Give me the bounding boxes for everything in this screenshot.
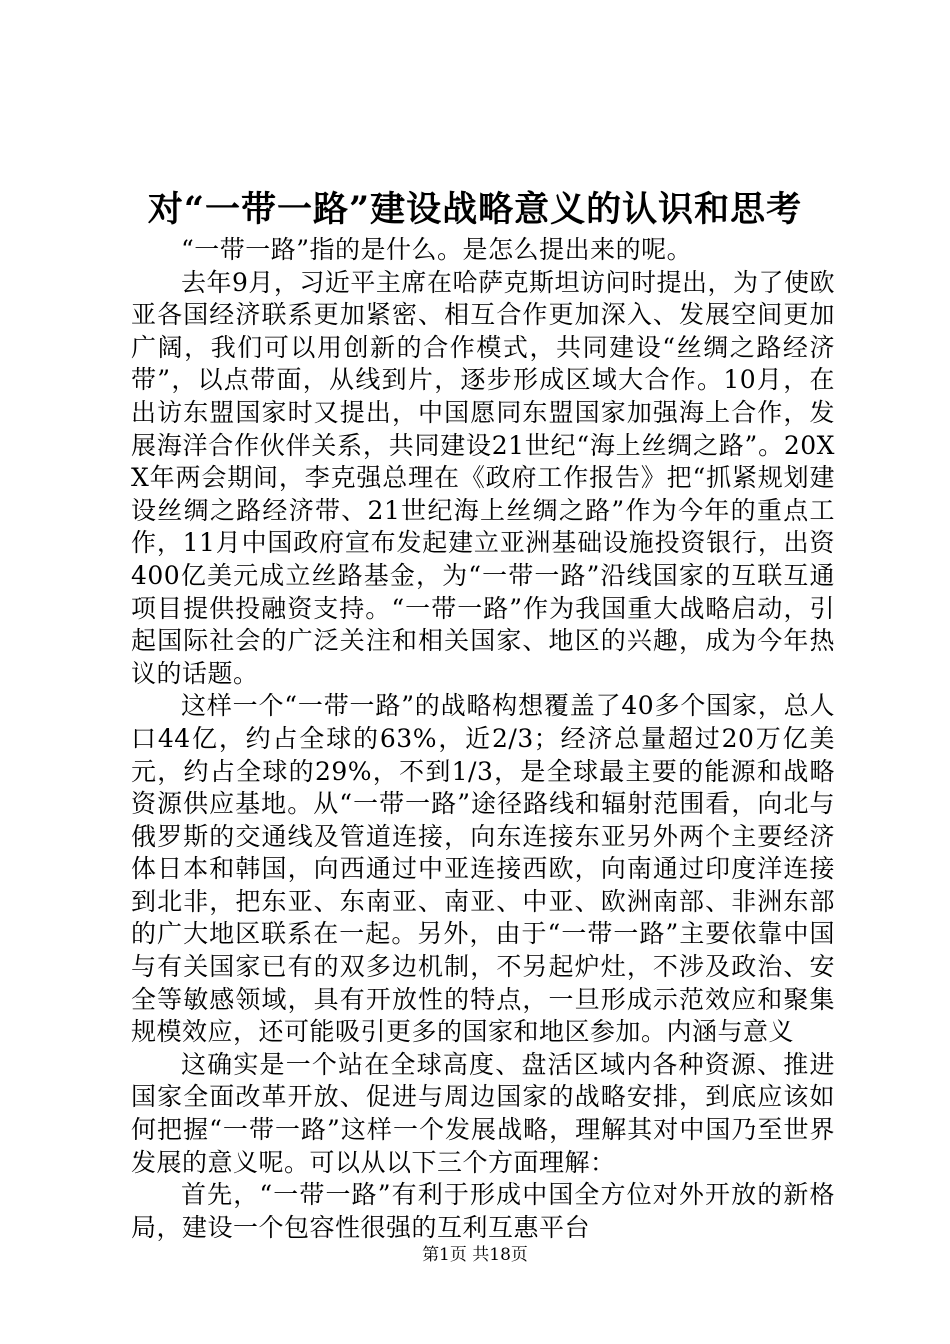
page-number-footer: 第1页 共18页 [422, 1245, 528, 1265]
document-title: 对“一带一路”建设战略意义的认识和思考 [147, 189, 803, 230]
document-body [131, 234, 835, 1244]
paragraph-coverage: 这样一个“一带一路”的战略构想覆盖了40多个国家，总人口44亿，约占全球的63%，近2/3；经济总量超过20万亿美元，约占全球的29%，不到1/3，是全球最主要的能源和战略资源供应基地。从“一带一路”途径路线和辐射范围看，向北与俄罗斯的交通线及管道连接，向东连接东亚另外两个主要经济体日本和韩国，向西通过中亚连接西欧，向南通过印度洋连接到北非，把东亚、东南亚、南亚、中亚、欧洲南部、非洲东部的广大地区联系在一起。另外，由于“一带一路”主要依靠中国与有关国家已有的双多边机制，不另起炉灶，不涉及政治、安全等敏感领域，具有开放性的特点，一旦形成示范效应和聚集规模效应，还可能吸引更多的国家和地区参加。内涵与意义 [131, 691, 835, 1047]
paragraph-origin: 去年9月，习近平主席在哈萨克斯坦访问时提出，为了使欧亚各国经济联系更加紧密、相互合作更加深入、发展空间更加广阔，我们可以用创新的合作模式，共同建设“丝绸之路经济带”，以点带面，从线到片，逐步形成区域大合作。10月，在出访东盟国家时又提出，中国愿同东盟国家加强海上合作，发展海洋合作伙伴关系，共同建设21世纪“海上丝绸之路”。20XX年两会期间，李克强总理在《政府工作报告》把“抓紧规划建设丝绸之路经济带、21世纪海上丝绸之路”作为今年的重点工作，11月中国政府宣布发起建立亚洲基础设施投资银行，出资400亿美元成立丝路基金，为“一带一路”沿线国家的互联互通项目提供投融资支持。“一带一路”作为我国重大战略启动，引起国际社会的广泛关注和相关国家、地区的兴趣，成为今年热议的话题。 [131, 267, 835, 688]
paragraph-first-point: 首先，“一带一路”有利于形成中国全方位对外开放的新格局，建设一个包容性很强的互利互惠平台 [131, 1180, 835, 1242]
paragraph-significance: 这确实是一个站在全球高度、盘活区域内各种资源、推进国家全面改革开放、促进与周边国家的战略安排，到底应该如何把握“一带一路”这样一个发展战略，理解其对中国乃至世界发展的意义呢。可以从以下三个方面理解： [131, 1049, 835, 1177]
paragraph-question: “一带一路”指的是什么。是怎么提出来的呢。 [181, 235, 693, 264]
